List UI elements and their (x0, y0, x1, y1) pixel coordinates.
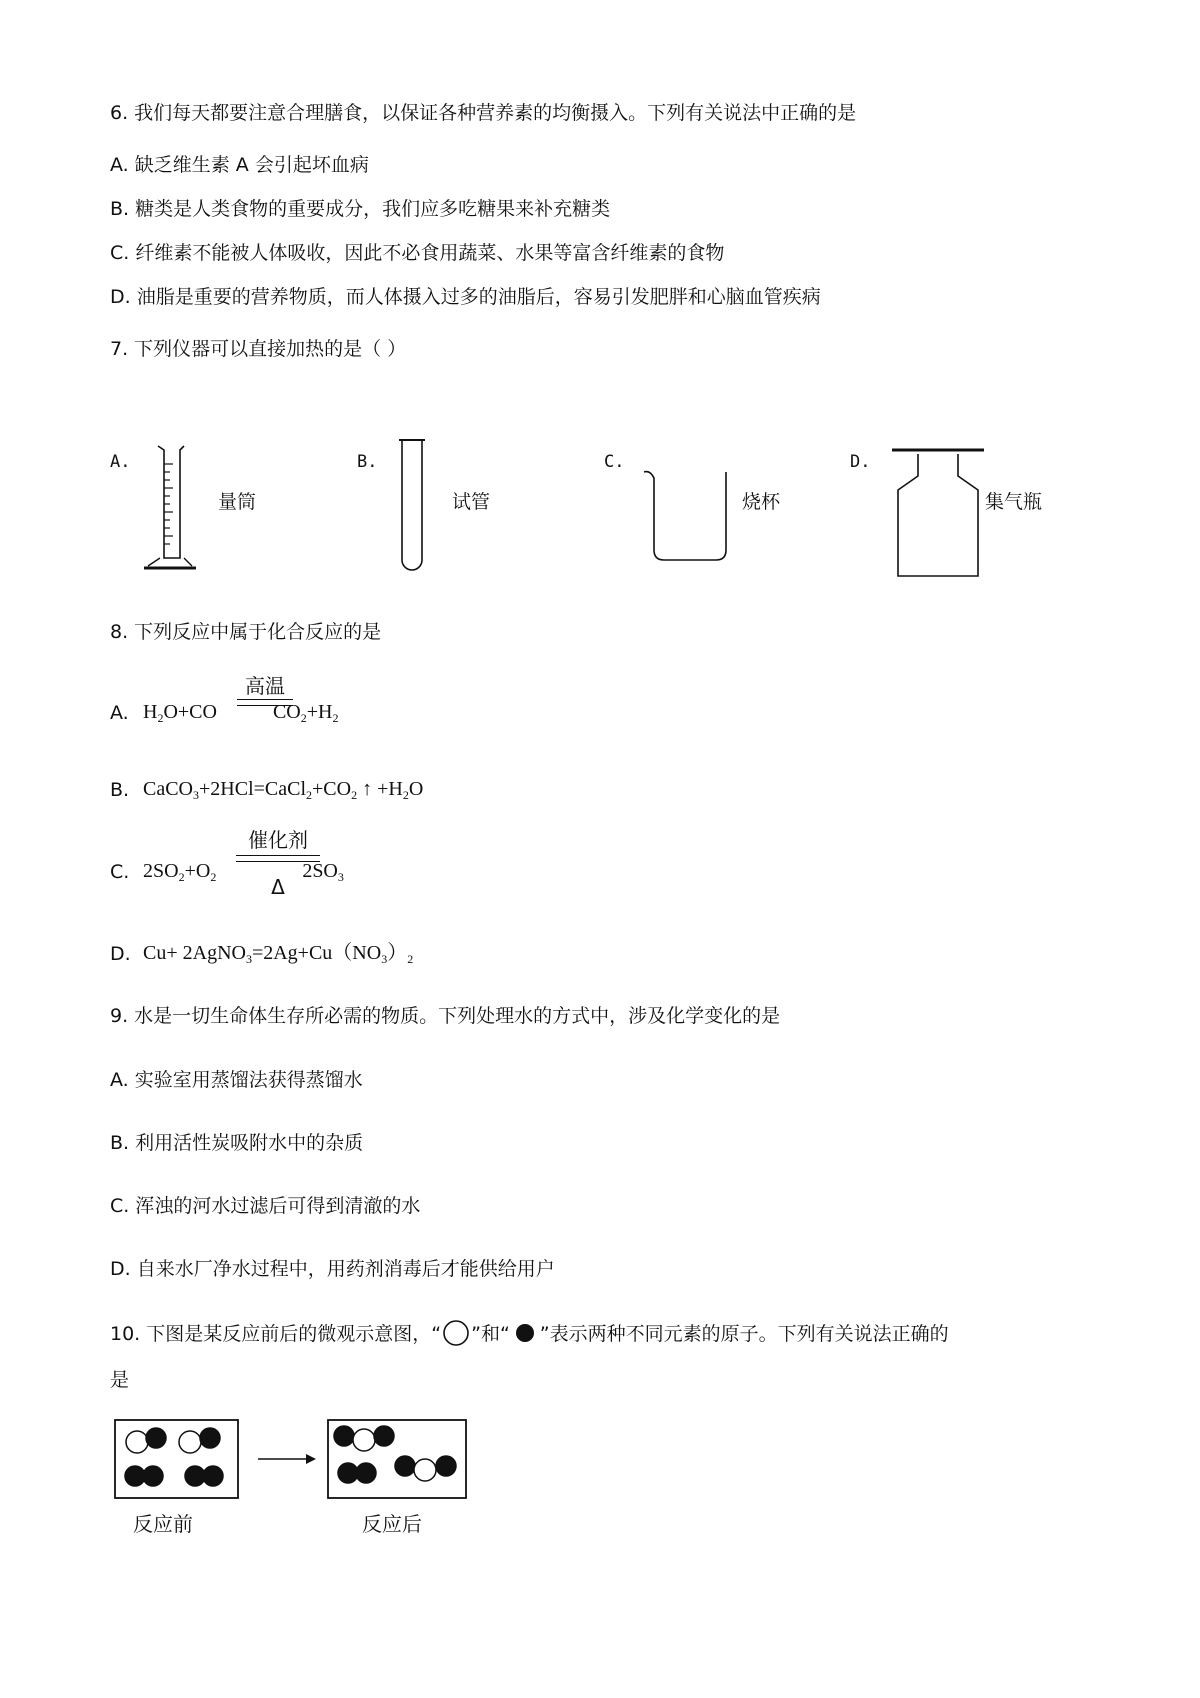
q10-stem-part3: ”表示两种不同元素的原子。下列有关说法正确的 (539, 1323, 949, 1345)
q6-option-b: B. 糖类是人类食物的重要成分，我们应多吃糖果来补充糖类 (110, 198, 611, 220)
beaker-icon (640, 466, 736, 566)
q7-option-c-name: 烧杯 (742, 491, 781, 513)
q8-option-c-condition-bottom: Δ (271, 875, 285, 899)
q8-option-b-equation: $CaCO_3+2HCl=CaCl_2+CO_2$ ↑ $+H_2O$ (143, 778, 424, 802)
q7-option-d-name: 集气瓶 (985, 491, 1043, 513)
q6-stem: 6. 我们每天都要注意合理膳食，以保证各种营养素的均衡摄入。下列有关说法中正确的是 (110, 102, 857, 124)
gas-jar-icon (888, 446, 988, 582)
q8-option-a-label: A. (110, 702, 129, 724)
q8-option-c-equals (236, 855, 320, 862)
q8-option-d-equation: $Cu+ 2AgNO_3=2Ag+Cu(NO_3)_2$ (143, 942, 414, 966)
q6-option-a: A. 缺乏维生素 A 会引起坏血病 (110, 154, 369, 176)
q8-option-d-label: D. (110, 943, 131, 965)
white-atom-icon (441, 1320, 471, 1346)
q6-option-d: D. 油脂是重要的营养物质，而人体摄入过多的油脂后，容易引发肥胖和心脑血管疾病 (110, 286, 821, 308)
q8-option-a-equation: $H_2O+CO$ $CO_2+H_2$ (143, 701, 339, 725)
q8-option-b-label: B. (110, 779, 130, 801)
before-label: 反应前 (133, 1512, 193, 1536)
q7-option-c-letter: C. (604, 452, 625, 472)
q9-option-b: B. 利用活性炭吸附水中的杂质 (110, 1132, 364, 1154)
q8-option-a-equals (237, 699, 293, 706)
test-tube-icon (395, 436, 429, 578)
q7-option-a-name: 量筒 (218, 491, 257, 513)
q8-stem: 8. 下列反应中属于化合反应的是 (110, 621, 382, 643)
q10-stem-line2: 是 (110, 1369, 130, 1391)
q7-option-d-letter: D. (850, 452, 871, 472)
q7-option-b-name: 试管 (452, 491, 491, 513)
q6-option-c: C. 纤维素不能被人体吸收，因此不必食用蔬菜、水果等富含纤维素的食物 (110, 242, 725, 264)
q10-stem (110, 1320, 949, 1346)
q9-option-a: A. 实验室用蒸馏法获得蒸馏水 (110, 1069, 363, 1091)
q9-stem: 9. 水是一切生命体生存所必需的物质。下列处理水的方式中，涉及化学变化的是 (110, 1005, 781, 1027)
q7-option-a-letter: A. (110, 452, 131, 472)
q8-option-c-label: C. (110, 861, 130, 883)
q7-stem: 7. 下列仪器可以直接加热的是（ ） (110, 338, 407, 360)
q10-stem-part1: 10. 下图是某反应前后的微观示意图，“ (110, 1323, 442, 1345)
after-label: 反应后 (362, 1512, 422, 1536)
q7-option-b-letter: B. (357, 452, 378, 472)
black-atom-icon (514, 1322, 536, 1344)
q9-option-d: D. 自来水厂净水过程中，用药剂消毒后才能供给用户 (110, 1258, 555, 1280)
graduated-cylinder-icon (140, 440, 200, 580)
q10-stem-part2: ”和“ (471, 1323, 510, 1345)
q8-option-c-equation: $2SO_2+O_2$ $2SO_3$ (143, 860, 344, 884)
q8-option-c-condition-top: 催化剂 (248, 828, 308, 852)
q9-option-c: C. 浑浊的河水过滤后可得到清澈的水 (110, 1195, 421, 1217)
q8-option-a-condition: 高温 (245, 674, 285, 698)
